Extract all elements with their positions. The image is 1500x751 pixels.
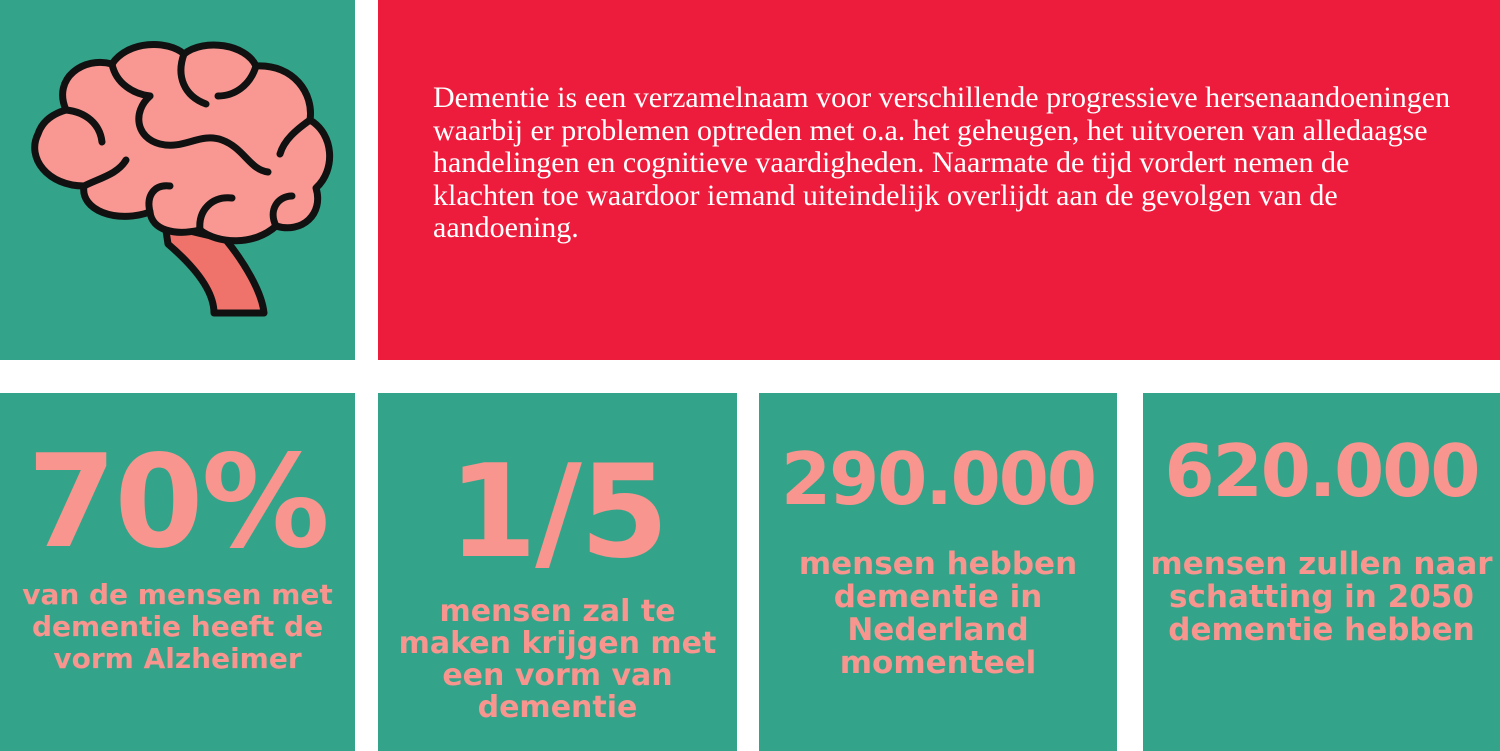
intro-text: Dementie is een verzamelnaam voor verschillende progressieve hersenaandoeningen waarbij er problemen optreden met o.a. het geheugen, het uitvoeren van alledaagse handelingen en cognitieve vaardigheden. Naarmate de tijd vordert nemen de klachten toe waardoor iemand uiteindelijk overlijdt aan de gevolgen van de aandoening.	[433, 81, 1451, 244]
stat-number: 290.000	[781, 437, 1095, 521]
stat-description: mensen hebben dementie in Nederland momenteel	[798, 546, 1078, 681]
intro-panel	[378, 0, 1500, 360]
brain-panel	[0, 0, 355, 360]
stat-card-current-patients	[759, 393, 1117, 751]
stat-card-one-in-five	[378, 393, 737, 751]
stat-description: van de mensen met dementie heeft de vorm Alzheimer	[22, 578, 333, 675]
stat-number: 1/5	[448, 438, 667, 587]
brain-icon	[0, 0, 355, 360]
stat-card-2050-estimate	[1143, 393, 1500, 751]
stat-description: mensen zullen naar schatting in 2050 dementie hebben	[1150, 546, 1493, 648]
stat-card-alzheimer	[0, 393, 355, 751]
stat-description: mensen zal te maken krijgen met een vorm van dementie	[398, 594, 717, 725]
stat-number: 620.000	[1164, 429, 1479, 513]
stat-number: 70%	[27, 428, 328, 577]
